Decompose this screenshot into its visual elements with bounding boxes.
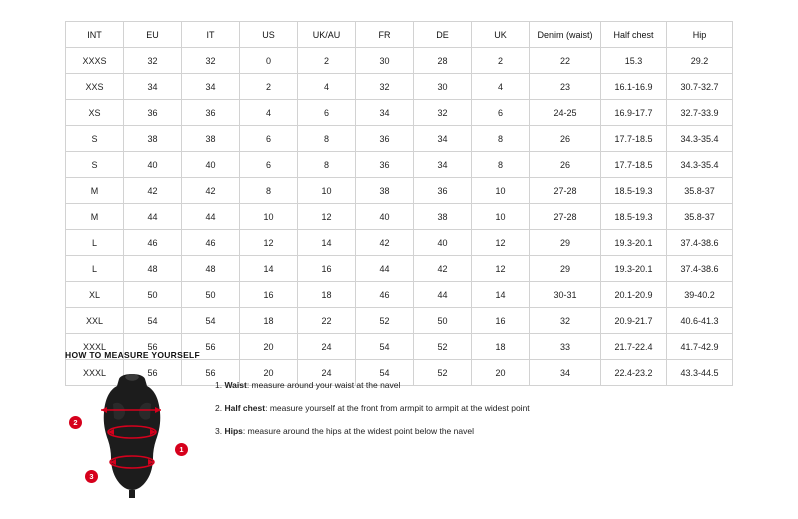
cell-fr: 54: [356, 334, 414, 360]
table-row: [66, 100, 733, 126]
cell-us: 8: [240, 178, 298, 204]
col-header-us: US: [240, 22, 298, 48]
col-header-denim-waist: Denim (waist): [530, 22, 601, 48]
size-chart-container: [65, 21, 733, 386]
cell-hip: 34.3-35.4: [667, 126, 733, 152]
step-term: Waist: [224, 380, 247, 390]
cell-uk-au: 10: [298, 178, 356, 204]
cell-denim-waist: 27-28: [530, 204, 601, 230]
cell-denim-waist: 32: [530, 308, 601, 334]
cell-half-chest: 19.3-20.1: [601, 230, 667, 256]
how-to-measure-section: [65, 350, 745, 500]
measurement-steps: [215, 370, 530, 450]
cell-eu: 56: [124, 334, 182, 360]
cell-us: 18: [240, 308, 298, 334]
cell-uk: 16: [472, 308, 530, 334]
cell-fr: 30: [356, 48, 414, 74]
cell-denim-waist: 33: [530, 334, 601, 360]
cell-us: 6: [240, 152, 298, 178]
cell-uk-au: 12: [298, 204, 356, 230]
cell-hip: 39-40.2: [667, 282, 733, 308]
cell-uk-au: 4: [298, 74, 356, 100]
table-row: [66, 256, 733, 282]
cell-de: 52: [414, 334, 472, 360]
cell-us: 12: [240, 230, 298, 256]
cell-it: 50: [182, 282, 240, 308]
cell-de: 44: [414, 282, 472, 308]
col-header-fr: FR: [356, 22, 414, 48]
marker-1: 1: [175, 443, 188, 456]
cell-us: 20: [240, 360, 298, 386]
cell-half-chest: 18.5-19.3: [601, 204, 667, 230]
table-row: [66, 74, 733, 100]
marker-3: 3: [85, 470, 98, 483]
cell-eu: 50: [124, 282, 182, 308]
cell-fr: 54: [356, 360, 414, 386]
table-row: [66, 230, 733, 256]
cell-it: 54: [182, 308, 240, 334]
cell-int: L: [66, 256, 124, 282]
cell-int: XXS: [66, 74, 124, 100]
cell-de: 38: [414, 204, 472, 230]
cell-half-chest: 22.4-23.2: [601, 360, 667, 386]
col-header-de: DE: [414, 22, 472, 48]
cell-de: 28: [414, 48, 472, 74]
cell-it: 48: [182, 256, 240, 282]
cell-denim-waist: 26: [530, 152, 601, 178]
cell-int: L: [66, 230, 124, 256]
cell-fr: 44: [356, 256, 414, 282]
table-row: [66, 308, 733, 334]
cell-de: 36: [414, 178, 472, 204]
cell-uk: 4: [472, 74, 530, 100]
col-header-eu: EU: [124, 22, 182, 48]
cell-fr: 34: [356, 100, 414, 126]
cell-hip: 37.4-38.6: [667, 256, 733, 282]
cell-denim-waist: 22: [530, 48, 601, 74]
cell-eu: 54: [124, 308, 182, 334]
cell-half-chest: 15.3: [601, 48, 667, 74]
cell-de: 52: [414, 360, 472, 386]
col-header-hip: Hip: [667, 22, 733, 48]
cell-eu: 42: [124, 178, 182, 204]
cell-de: 30: [414, 74, 472, 100]
cell-int: XXXS: [66, 48, 124, 74]
cell-it: 44: [182, 204, 240, 230]
cell-fr: 38: [356, 178, 414, 204]
cell-uk-au: 2: [298, 48, 356, 74]
cell-us: 4: [240, 100, 298, 126]
cell-hip: 35.8-37: [667, 204, 733, 230]
table-row: [66, 152, 733, 178]
cell-uk-au: 8: [298, 152, 356, 178]
cell-hip: 41.7-42.9: [667, 334, 733, 360]
cell-uk: 12: [472, 256, 530, 282]
table-row: [66, 204, 733, 230]
step-term: Half chest: [224, 403, 266, 414]
cell-us: 0: [240, 48, 298, 74]
cell-uk: 2: [472, 48, 530, 74]
cell-it: 38: [182, 126, 240, 152]
cell-hip: 35.8-37: [667, 178, 733, 204]
cell-half-chest: 16.9-17.7: [601, 100, 667, 126]
cell-eu: 46: [124, 230, 182, 256]
cell-eu: 36: [124, 100, 182, 126]
step-number: 1.: [215, 380, 223, 390]
measurement-step: [215, 426, 530, 436]
cell-us: 10: [240, 204, 298, 230]
cell-us: 16: [240, 282, 298, 308]
col-header-it: IT: [182, 22, 240, 48]
measurement-step: [215, 403, 530, 413]
cell-denim-waist: 29: [530, 230, 601, 256]
col-header-int: INT: [66, 22, 124, 48]
measurement-step: [215, 380, 530, 390]
col-header-half-chest: Half chest: [601, 22, 667, 48]
cell-fr: 36: [356, 152, 414, 178]
cell-eu: 44: [124, 204, 182, 230]
col-header-uk: UK: [472, 22, 530, 48]
cell-uk-au: 24: [298, 360, 356, 386]
cell-int: M: [66, 178, 124, 204]
cell-it: 56: [182, 360, 240, 386]
cell-eu: 34: [124, 74, 182, 100]
cell-uk-au: 24: [298, 334, 356, 360]
how-to-measure-body: [65, 370, 745, 500]
cell-int: S: [66, 126, 124, 152]
cell-denim-waist: 24-25: [530, 100, 601, 126]
cell-fr: 52: [356, 308, 414, 334]
table-row: [66, 178, 733, 204]
cell-uk: 14: [472, 282, 530, 308]
cell-uk-au: 14: [298, 230, 356, 256]
cell-hip: 32.7-33.9: [667, 100, 733, 126]
cell-uk: 8: [472, 152, 530, 178]
table-body: [66, 48, 733, 386]
cell-uk-au: 22: [298, 308, 356, 334]
mannequin-illustration: [95, 370, 169, 498]
cell-us: 14: [240, 256, 298, 282]
cell-de: 40: [414, 230, 472, 256]
cell-hip: 34.3-35.4: [667, 152, 733, 178]
table-header: [66, 22, 733, 48]
cell-half-chest: 20.9-21.7: [601, 308, 667, 334]
step-term: Hips: [224, 426, 243, 437]
cell-fr: 46: [356, 282, 414, 308]
cell-int: XS: [66, 100, 124, 126]
cell-half-chest: 18.5-19.3: [601, 178, 667, 204]
cell-int: XXXL: [66, 360, 124, 386]
cell-fr: 40: [356, 204, 414, 230]
cell-hip: 37.4-38.6: [667, 230, 733, 256]
cell-denim-waist: 34: [530, 360, 601, 386]
cell-de: 32: [414, 100, 472, 126]
cell-it: 42: [182, 178, 240, 204]
cell-half-chest: 21.7-22.4: [601, 334, 667, 360]
cell-de: 34: [414, 152, 472, 178]
cell-half-chest: 16.1-16.9: [601, 74, 667, 100]
cell-half-chest: 19.3-20.1: [601, 256, 667, 282]
cell-hip: 29.2: [667, 48, 733, 74]
cell-uk: 18: [472, 334, 530, 360]
cell-eu: 56: [124, 360, 182, 386]
cell-uk-au: 8: [298, 126, 356, 152]
cell-uk: 6: [472, 100, 530, 126]
table-row: [66, 48, 733, 74]
cell-hip: 40.6-41.3: [667, 308, 733, 334]
cell-hip: 43.3-44.5: [667, 360, 733, 386]
cell-denim-waist: 29: [530, 256, 601, 282]
cell-int: XXL: [66, 308, 124, 334]
cell-uk-au: 18: [298, 282, 356, 308]
how-to-measure-title: HOW TO MEASURE YOURSELF: [65, 350, 201, 360]
cell-denim-waist: 27-28: [530, 178, 601, 204]
cell-denim-waist: 26: [530, 126, 601, 152]
cell-eu: 32: [124, 48, 182, 74]
cell-fr: 36: [356, 126, 414, 152]
cell-int: XXXL: [66, 334, 124, 360]
cell-de: 34: [414, 126, 472, 152]
cell-uk-au: 6: [298, 100, 356, 126]
cell-hip: 30.7-32.7: [667, 74, 733, 100]
cell-it: 34: [182, 74, 240, 100]
cell-uk: 8: [472, 126, 530, 152]
cell-uk: 10: [472, 204, 530, 230]
cell-eu: 38: [124, 126, 182, 152]
cell-it: 36: [182, 100, 240, 126]
cell-it: 40: [182, 152, 240, 178]
cell-de: 50: [414, 308, 472, 334]
cell-denim-waist: 30-31: [530, 282, 601, 308]
table-header-row: [66, 22, 733, 48]
cell-uk-au: 16: [298, 256, 356, 282]
cell-us: 2: [240, 74, 298, 100]
cell-uk: 20: [472, 360, 530, 386]
measurement-figure: [65, 370, 205, 500]
step-number: 3.: [215, 426, 223, 437]
cell-it: 32: [182, 48, 240, 74]
cell-de: 42: [414, 256, 472, 282]
cell-half-chest: 17.7-18.5: [601, 152, 667, 178]
cell-int: S: [66, 152, 124, 178]
cell-eu: 40: [124, 152, 182, 178]
cell-uk: 10: [472, 178, 530, 204]
cell-fr: 32: [356, 74, 414, 100]
table-row: [66, 282, 733, 308]
size-conversion-table: [65, 21, 733, 386]
cell-half-chest: 17.7-18.5: [601, 126, 667, 152]
cell-us: 6: [240, 126, 298, 152]
cell-half-chest: 20.1-20.9: [601, 282, 667, 308]
col-header-uk-au: UK/AU: [298, 22, 356, 48]
cell-it: 46: [182, 230, 240, 256]
cell-it: 56: [182, 334, 240, 360]
marker-2: 2: [69, 416, 82, 429]
step-text: : measure around your waist at the navel: [246, 380, 401, 390]
cell-denim-waist: 23: [530, 74, 601, 100]
cell-uk: 12: [472, 230, 530, 256]
cell-eu: 48: [124, 256, 182, 282]
step-text: : measure around the hips at the widest point below the navel: [242, 426, 474, 437]
cell-fr: 42: [356, 230, 414, 256]
table-row: [66, 126, 733, 152]
cell-int: XL: [66, 282, 124, 308]
step-number: 2.: [215, 403, 223, 414]
cell-us: 20: [240, 334, 298, 360]
step-text: : measure yourself at the front from armpit to armpit at the widest point: [265, 403, 530, 414]
cell-int: M: [66, 204, 124, 230]
